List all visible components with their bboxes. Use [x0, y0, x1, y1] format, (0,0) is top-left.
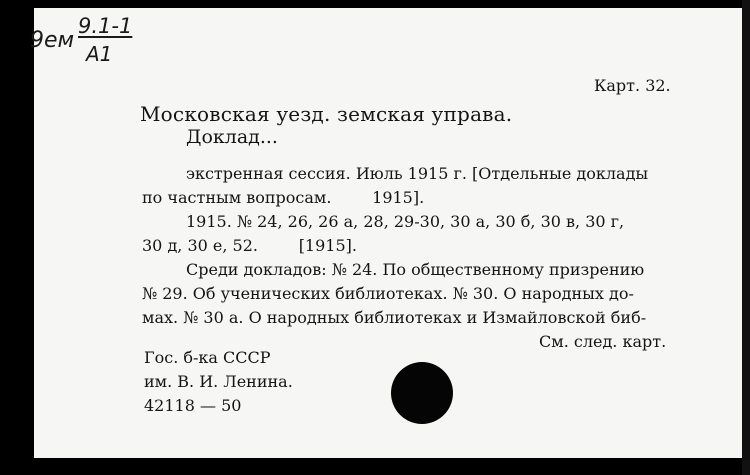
handwritten-shelfmark-bottom: А1 — [86, 42, 113, 66]
card-punch-hole — [391, 362, 453, 424]
body-line-8: См. след. карт. — [539, 332, 667, 351]
handwritten-prefix: 9ем — [30, 28, 75, 53]
catalog-card — [30, 8, 742, 458]
handwritten-shelfmark-top: 9.1-1 — [78, 14, 133, 38]
card-subheading: Доклад... — [186, 126, 278, 148]
body-line-6: № 29. Об ученических библиотеках. № 30. О народных до- — [142, 284, 634, 303]
body-line-3: 1915. № 24, 26, 26 а, 28, 29-30, 30 а, 30 б, 30 в, 30 г, — [186, 212, 625, 231]
scan-edge — [742, 0, 750, 475]
body-line-2: по частным вопросам. 1915]. — [142, 188, 425, 207]
body-line-1: экстренная сессия. Июль 1915 г. [Отдельные доклады — [186, 164, 649, 183]
footer-library-name: им. В. И. Ленина. — [144, 372, 293, 391]
card-number: Карт. 32. — [594, 76, 671, 95]
body-line-7: мах. № 30 а. О народных библиотеках и Измайловской биб- — [142, 308, 647, 327]
footer-print-code: 42118 — 50 — [144, 396, 242, 415]
body-line-5: Среди докладов: № 24. По общественному призрению — [186, 260, 645, 279]
body-line-4: 30 д, 30 е, 52. [1915]. — [142, 236, 357, 255]
card-heading: Московская уезд. земская управа. — [140, 102, 513, 126]
footer-library: Гос. б-ка СССР — [144, 348, 271, 367]
